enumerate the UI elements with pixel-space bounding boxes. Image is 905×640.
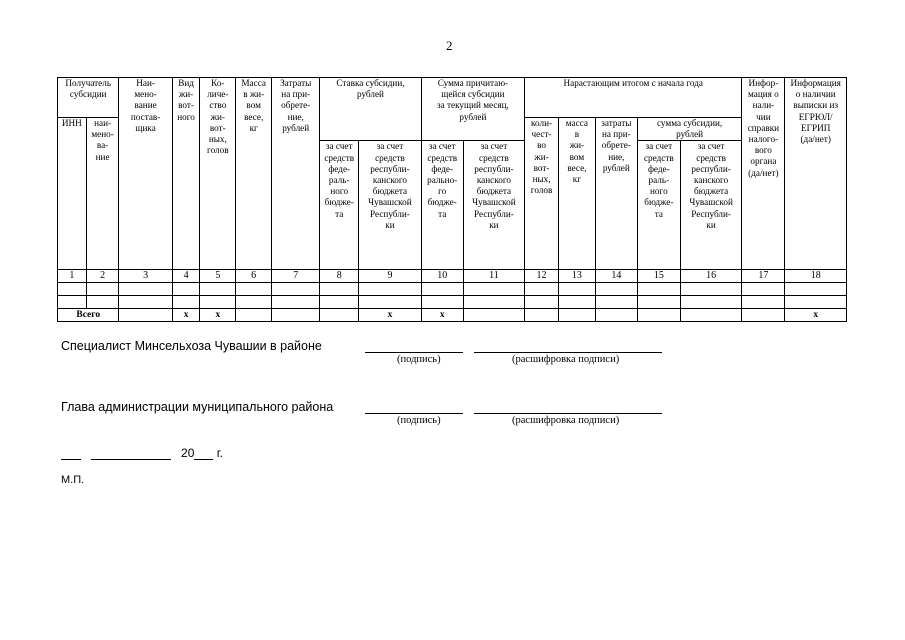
table-cell[interactable] — [463, 283, 524, 296]
column-number: 1 — [58, 270, 87, 283]
table-cell[interactable] — [595, 283, 637, 296]
total-cell — [320, 309, 359, 322]
head-signature-line[interactable] — [365, 413, 463, 414]
total-cell — [742, 309, 785, 322]
empty-row — [58, 283, 847, 296]
table-cell[interactable] — [200, 296, 236, 309]
specialist-signature-line[interactable] — [365, 352, 463, 353]
signature-caption: (подпись) — [397, 415, 441, 426]
table-cell[interactable] — [236, 296, 272, 309]
column-number: 10 — [421, 270, 463, 283]
table-cell[interactable] — [58, 283, 87, 296]
header-sum-due: Сумма причитаю- щейся субсидии за текущий месяц, рублей — [421, 78, 524, 141]
total-cell: x — [359, 309, 422, 322]
table-cell[interactable] — [272, 283, 320, 296]
header-sum-republic: за счет средств республи- канского бюджета Чувашской Республи- ки — [463, 141, 524, 270]
date-field — [61, 446, 223, 460]
table-cell[interactable] — [637, 296, 680, 309]
table-cell[interactable] — [58, 296, 87, 309]
total-cell — [272, 309, 320, 322]
header-sum-federal: за счет средств феде- рально- го бюдже- та — [421, 141, 463, 270]
column-number: 6 — [236, 270, 272, 283]
header-subsidy-rate: Ставка субсидии, рублей — [320, 78, 421, 141]
table-cell[interactable] — [680, 283, 742, 296]
header-live-weight: Масса в жи- вом весе, кг — [236, 78, 272, 270]
table-cell[interactable] — [119, 283, 172, 296]
column-number: 8 — [320, 270, 359, 283]
column-number: 2 — [86, 270, 119, 283]
column-number: 9 — [359, 270, 422, 283]
total-cell — [680, 309, 742, 322]
column-number: 11 — [463, 270, 524, 283]
header-rate-federal: за счет средств феде- раль- ного бюдже- та — [320, 141, 359, 270]
column-number: 5 — [200, 270, 236, 283]
table-cell[interactable] — [236, 283, 272, 296]
year-prefix: 20 — [181, 446, 195, 460]
table-cell[interactable] — [320, 283, 359, 296]
table-cell[interactable] — [742, 283, 785, 296]
stamp-place: М.П. — [61, 474, 85, 486]
specialist-decoding-line[interactable] — [474, 352, 662, 353]
total-cell — [525, 309, 559, 322]
total-cell — [558, 309, 595, 322]
table-cell[interactable] — [595, 296, 637, 309]
table-cell[interactable] — [558, 296, 595, 309]
total-cell — [119, 309, 172, 322]
table-cell[interactable] — [637, 283, 680, 296]
signature-caption: (подпись) — [397, 354, 441, 365]
total-cell: x — [200, 309, 236, 322]
table-cell[interactable] — [359, 283, 422, 296]
page-number: 2 — [446, 38, 453, 53]
table-cell[interactable] — [359, 296, 422, 309]
head-decoding-line[interactable] — [474, 413, 662, 414]
year-blank[interactable] — [194, 447, 213, 460]
column-number: 13 — [558, 270, 595, 283]
header-cum-republic: за счет средств республи- канского бюджета Чувашской Республи- ки — [680, 141, 742, 270]
table-cell[interactable] — [86, 283, 119, 296]
column-number: 4 — [172, 270, 200, 283]
total-cell: x — [421, 309, 463, 322]
column-number: 18 — [785, 270, 847, 283]
table-cell[interactable] — [172, 296, 200, 309]
table-cell[interactable] — [200, 283, 236, 296]
total-cell: x — [172, 309, 200, 322]
column-number: 7 — [272, 270, 320, 283]
total-label: Всего — [58, 309, 119, 322]
month-blank[interactable] — [91, 447, 171, 460]
header-cum-count: коли- чест- во жи- вот- ных, голов — [525, 118, 559, 270]
total-row — [58, 309, 847, 322]
column-number: 14 — [595, 270, 637, 283]
header-acquisition-costs: Затраты на при- обрете- ние, рублей — [272, 78, 320, 270]
header-rate-republic: за счет средств республи- канского бюджета Чувашской Республи- ки — [359, 141, 422, 270]
header-cum-subsidy: сумма субсидии, рублей — [637, 118, 742, 141]
header-supplier-name: Наи- мено- вание постав- щика — [119, 78, 172, 270]
header-cum-costs: затраты на при- обрете- ние, рублей — [595, 118, 637, 270]
table-cell[interactable] — [320, 296, 359, 309]
decoding-caption: (расшифровка подписи) — [512, 415, 620, 426]
specialist-label: Специалист Минсельхоза Чувашии в районе — [61, 339, 322, 353]
header-cumulative: Нарастающим итогом с начала года — [525, 78, 742, 118]
header-tax-info: Инфор- мация о нали- чии справки налого- вого органа (да/нет) — [742, 78, 785, 270]
year-suffix: г. — [216, 446, 223, 460]
table-cell[interactable] — [742, 296, 785, 309]
header-cum-weight: масса в жи- вом весе, кг — [558, 118, 595, 270]
header-animal-type: Вид жи- вот- ного — [172, 78, 200, 270]
column-number: 17 — [742, 270, 785, 283]
table-cell[interactable] — [525, 296, 559, 309]
table-cell[interactable] — [525, 283, 559, 296]
table-cell[interactable] — [558, 283, 595, 296]
table-cell[interactable] — [785, 283, 847, 296]
table-cell[interactable] — [785, 296, 847, 309]
column-number: 15 — [637, 270, 680, 283]
column-number: 12 — [525, 270, 559, 283]
table-cell[interactable] — [680, 296, 742, 309]
table-cell[interactable] — [172, 283, 200, 296]
column-number: 16 — [680, 270, 742, 283]
header-recipient-name: наи- мено- ва- ние — [86, 118, 119, 270]
table-cell[interactable] — [421, 283, 463, 296]
total-cell: x — [785, 309, 847, 322]
column-numbers-row — [58, 270, 847, 283]
total-cell — [236, 309, 272, 322]
header-recipient: Получатель субсидии — [58, 78, 119, 118]
decoding-caption: (расшифровка подписи) — [512, 354, 620, 365]
table-cell[interactable] — [463, 296, 524, 309]
table-cell[interactable] — [86, 296, 119, 309]
column-number: 3 — [119, 270, 172, 283]
total-cell — [463, 309, 524, 322]
day-blank[interactable] — [61, 447, 81, 460]
header-animal-count: Ко- личе- ство жи- вот- ных, голов — [200, 78, 236, 270]
total-cell — [637, 309, 680, 322]
empty-row — [58, 296, 847, 309]
subsidy-register-table — [57, 77, 847, 322]
table-cell[interactable] — [421, 296, 463, 309]
header-egr-info: Информация о наличии выписки из ЕГРЮЛ/ ЕГРИП (да/нет) — [785, 78, 847, 270]
table-cell[interactable] — [119, 296, 172, 309]
header-cum-federal: за счет средств феде- раль- ного бюдже- та — [637, 141, 680, 270]
head-label: Глава администрации муниципального района — [61, 400, 334, 414]
header-inn: ИНН — [58, 118, 87, 270]
total-cell — [595, 309, 637, 322]
table-cell[interactable] — [272, 296, 320, 309]
